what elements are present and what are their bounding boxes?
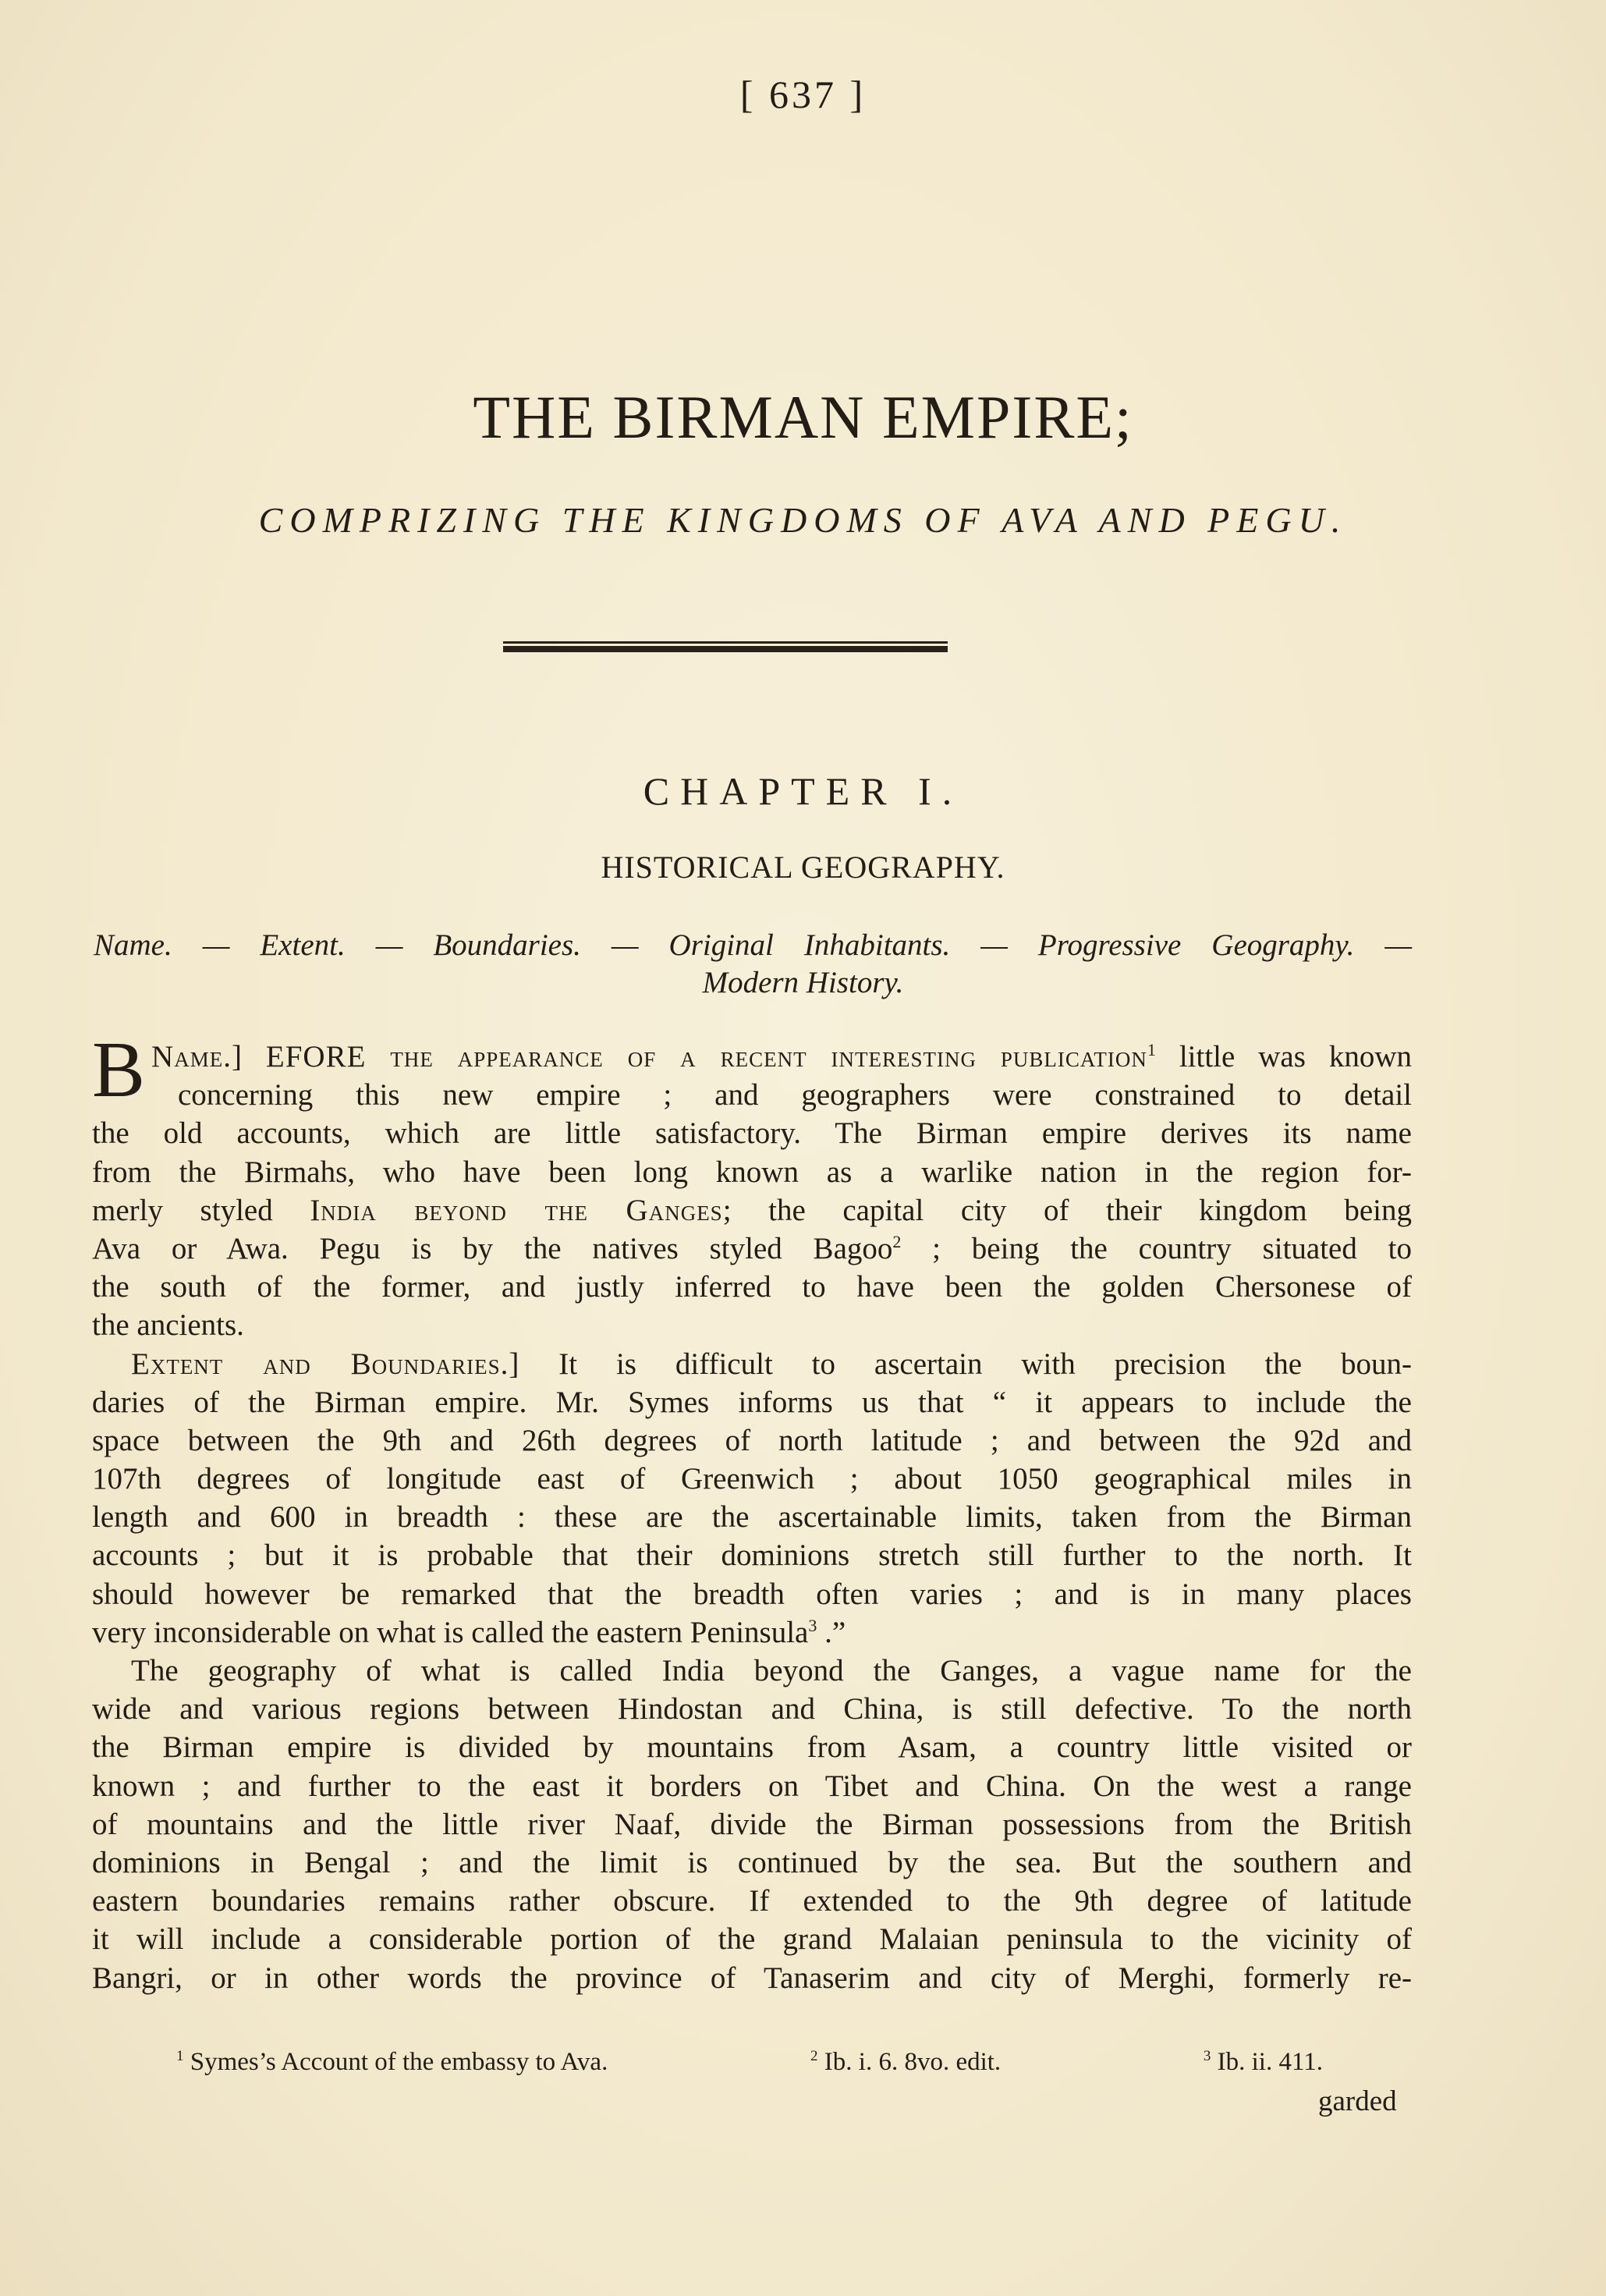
body-line: should however be remarked that the breadth often varies ; and is in many places — [92, 1577, 1412, 1611]
body-line-text: .” — [817, 1615, 846, 1649]
body-line: Bangri, or in other words the province of Tanaserim and city of Merghi, formerly re- — [92, 1961, 1412, 1995]
body-line: of mountains and the little river Naaf, divide the Birman possessions from the British — [92, 1807, 1412, 1841]
body-line: 107th degrees of longitude east of Greenwich ; about 1050 geographical miles in — [92, 1462, 1412, 1496]
sidenote-extent: Extent and Boundaries.] — [131, 1347, 520, 1381]
title-rule — [503, 641, 948, 652]
rule-thin-line — [503, 641, 948, 644]
body-line-text: EFORE the appearance of a recent interesting publication — [265, 1040, 1147, 1073]
body-line: space between the 9th and 26th degrees of north latitude ; and between the 92d and — [92, 1423, 1412, 1457]
footnote-text: Ib. i. 6. 8vo. edit. — [824, 2048, 1002, 2076]
body-line — [92, 1613, 1412, 1652]
body-line: dominions in Bengal ; and the limit is continued by the sea. But the southern and — [92, 1845, 1412, 1879]
body-line: it will include a considerable portion of the grand Malaian peninsula to the vicinity of — [92, 1922, 1412, 1957]
body-line: daries of the Birman empire. Mr. Symes informs us that “ it appears to include the — [92, 1385, 1412, 1419]
footnote-2 — [810, 2048, 1001, 2077]
footnote-text: Symes’s Account of the embassy to Ava. — [190, 2048, 608, 2076]
body-line — [92, 1230, 1412, 1268]
footnote-1 — [176, 2048, 608, 2077]
body-line-text: very inconsiderable on what is called the eastern Peninsula — [92, 1615, 809, 1649]
body-line: eastern boundaries remains rather obscure. If extended to the 9th degree of latitude — [92, 1884, 1412, 1918]
page-number: [ 637 ] — [739, 73, 867, 116]
footnote-mark: 1 — [176, 2048, 184, 2064]
body-line: the south of the former, and justly inferred to have been the golden Chersonese of — [92, 1270, 1412, 1304]
footnote-mark: 3 — [1203, 2048, 1211, 2064]
body-line: the old accounts, which are little satisfactory. The Birman empire derives its name — [92, 1116, 1412, 1151]
body-line-text: ; the capital city of their kingdom being — [722, 1193, 1412, 1227]
footnote-mark: 2 — [810, 2048, 818, 2064]
sidenote-name: Name.] — [151, 1040, 243, 1073]
drop-cap: B — [92, 1026, 146, 1114]
small-caps-text: India beyond the Ganges — [310, 1193, 723, 1227]
body-line: wide and various regions between Hindostan and China, is still defective. To the north — [92, 1692, 1412, 1726]
body-line — [92, 1191, 1412, 1230]
page-title: THE BIRMAN EMPIRE; — [473, 383, 1133, 451]
chapter-contents-line-1: Name. — Extent. — Boundaries. — Original Inhabitants. — Progressive Geography. — — [94, 928, 1412, 962]
body-line-text: little was known — [1155, 1040, 1412, 1073]
body-line: the ancients. — [92, 1308, 244, 1343]
body-line: accounts ; but it is probable that their dominions stretch still further to the north. It — [92, 1538, 1412, 1573]
chapter-contents-line-2: Modern History. — [702, 966, 904, 999]
footnote-text: Ib. ii. 411. — [1217, 2048, 1323, 2076]
body-line: known ; and further to the east it borders on Tibet and China. On the west a range — [92, 1769, 1412, 1803]
body-line — [92, 1345, 1412, 1383]
body-line: The geography of what is called India beyond the Ganges, a vague name for the — [131, 1654, 1412, 1687]
footnote-3 — [1204, 2048, 1323, 2077]
footnotes — [176, 2048, 1323, 2077]
body-line: concerning this new empire ; and geographers were constrained to detail — [178, 1078, 1412, 1113]
body-line-text: Ava or Awa. Pegu is by the natives styled Bagoo — [92, 1231, 893, 1265]
body-text — [92, 1026, 1413, 1997]
body-line-text: It is difficult to ascertain with precision the boun- — [519, 1347, 1413, 1381]
page-subtitle: COMPRIZING THE KINGDOMS OF AVA AND PEGU. — [258, 500, 1348, 540]
catchword: garded — [1318, 2085, 1397, 2117]
body-line: the Birman empire is divided by mountains from Asam, a country little visited or — [92, 1730, 1412, 1765]
footnote-ref: 2 — [892, 1231, 902, 1251]
chapter-heading: CHAPTER I. — [643, 769, 963, 813]
body-line-text: merly styled — [92, 1193, 310, 1227]
footnote-ref: 3 — [808, 1615, 817, 1635]
body-line: length and 600 in breadth : these are the ascertainable limits, taken from the Birman — [92, 1500, 1412, 1535]
rule-thick-line — [503, 646, 948, 652]
body-line-text: ; being the country situated to — [901, 1231, 1412, 1265]
body-line: from the Birmahs, who have been long known as a warlike nation in the region for- — [92, 1155, 1412, 1189]
section-heading: HISTORICAL GEOGRAPHY. — [601, 850, 1005, 885]
footnote-ref: 1 — [1147, 1040, 1156, 1059]
